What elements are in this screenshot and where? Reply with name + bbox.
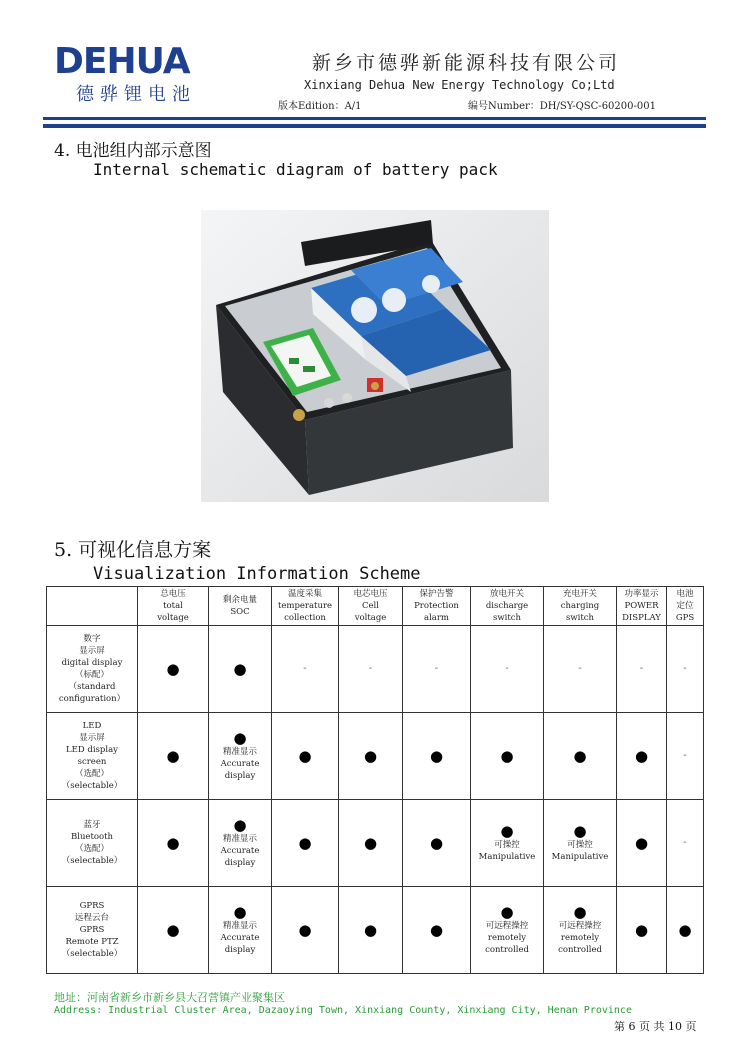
- table-cell: [209, 800, 272, 887]
- logo-chinese-name: 德骅锂电池: [76, 84, 196, 105]
- column-header-line: GPS: [675, 613, 695, 623]
- cell-note: 可远程操控: [558, 920, 602, 931]
- supported-mark: ●: [678, 920, 692, 939]
- row-label: [47, 887, 138, 974]
- cell-note: 可操控: [567, 839, 593, 850]
- cell-note: display: [224, 944, 256, 955]
- supported-mark: ●: [573, 746, 587, 765]
- cell-note: Accurate: [220, 845, 260, 856]
- table-cell: [339, 626, 403, 713]
- column-header-line: alarm: [424, 613, 449, 623]
- table-cell: [339, 800, 403, 887]
- row-label-line: GPRS: [79, 901, 105, 911]
- column-header-line: 电芯电压: [353, 589, 388, 599]
- table-cell: [544, 626, 617, 713]
- row-label-line: screen: [77, 757, 107, 767]
- table-cell: [471, 800, 544, 887]
- supported-mark: ●: [429, 833, 444, 852]
- table-cell: [471, 713, 544, 800]
- column-header-line: SOC: [230, 607, 250, 617]
- supported-mark: ●: [166, 833, 180, 852]
- table-cell: [471, 626, 544, 713]
- row-label-line: （选配）: [74, 769, 109, 779]
- edition-label: 版本Edition：A/1: [278, 101, 362, 112]
- column-header-line: 剩余电量: [222, 595, 257, 605]
- table-cell: [544, 713, 617, 800]
- table-cell: [209, 626, 272, 713]
- supported-mark: ●: [166, 920, 180, 939]
- table-cell: [339, 887, 403, 974]
- supported-mark: ●: [634, 833, 649, 852]
- column-header: [339, 587, 403, 626]
- row-label-line: LED display: [66, 745, 118, 755]
- not-supported-mark: -: [683, 663, 687, 674]
- row-label-line: （selectable）: [61, 781, 123, 791]
- table-cell: [272, 800, 339, 887]
- table-cell: [209, 713, 272, 800]
- cell-note: controlled: [558, 944, 602, 955]
- table-cell: [138, 713, 209, 800]
- not-supported-mark: -: [578, 663, 582, 674]
- visualization-scheme-table: [46, 586, 704, 974]
- row-label-line: （selectable）: [61, 856, 123, 866]
- table-cell: [339, 713, 403, 800]
- column-header-line: 功率显示: [624, 589, 659, 599]
- document-number: 编号Number：DH/SY-QSC-60200-001: [468, 101, 656, 112]
- footer-address-en: Address: Industrial Cluster Area, Dazaoying Town, Xinxiang County, Xinxiang City, Henan Province: [54, 1005, 632, 1016]
- table-cell: [403, 800, 471, 887]
- supported-mark: ●: [233, 902, 247, 921]
- row-label-line: GPRS: [79, 925, 105, 935]
- cell-note: Accurate: [220, 932, 260, 943]
- supported-mark: ●: [363, 746, 378, 765]
- supported-mark: ●: [634, 746, 649, 765]
- table-cell: [617, 713, 667, 800]
- table-cell: [209, 887, 272, 974]
- supported-mark: ●: [429, 746, 444, 765]
- column-header-line: discharge: [485, 601, 529, 611]
- table-cell: [272, 626, 339, 713]
- table-row: [47, 800, 704, 887]
- table-cell: [403, 713, 471, 800]
- supported-mark: ●: [298, 833, 312, 852]
- supported-mark: ●: [500, 746, 514, 765]
- not-supported-mark: -: [683, 750, 687, 761]
- column-header-line: temperature: [277, 601, 333, 611]
- row-label-line: （standard: [68, 682, 116, 692]
- row-label-line: digital display: [61, 658, 123, 668]
- not-supported-mark: -: [434, 663, 439, 674]
- not-supported-mark: -: [683, 837, 687, 848]
- supported-mark: ●: [573, 821, 587, 840]
- not-supported-mark: -: [639, 663, 644, 674]
- column-header-line: 温度采集: [287, 589, 322, 599]
- company-name-en: Xinxiang Dehua New Energy Technology Co;Ltd: [304, 78, 615, 92]
- footer-address-cn: 地址：河南省新乡市新乡县大召营镇产业聚集区: [54, 991, 285, 1004]
- column-header-line: DISPLAY: [622, 613, 661, 623]
- cell-note: display: [224, 857, 256, 868]
- table-cell: [403, 626, 471, 713]
- logo-wordmark: DEHUA: [54, 41, 190, 82]
- supported-mark: ●: [233, 659, 247, 678]
- supported-mark: ●: [166, 746, 180, 765]
- supported-mark: ●: [233, 815, 247, 834]
- table-cell: [403, 887, 471, 974]
- column-header: [471, 587, 544, 626]
- column-header: [272, 587, 339, 626]
- supported-mark: ●: [363, 833, 378, 852]
- row-label-line: Remote PTZ: [65, 937, 119, 947]
- cell-note: remotely: [560, 932, 600, 943]
- column-header-line: 放电开关: [489, 589, 524, 599]
- table-cell: [272, 887, 339, 974]
- row-label-line: （selectable）: [61, 949, 123, 959]
- row-label-line: Bluetooth: [70, 832, 113, 842]
- row-label: [47, 626, 138, 713]
- table-row: [47, 713, 704, 800]
- cell-note: Manipulative: [551, 851, 609, 862]
- cell-note: 精准显示: [222, 833, 257, 844]
- supported-mark: ●: [634, 920, 649, 939]
- cell-note: 可远程操控: [485, 920, 529, 931]
- table-cell: [617, 626, 667, 713]
- table-cell: [471, 887, 544, 974]
- supported-mark: ●: [298, 746, 312, 765]
- column-header-line: switch: [492, 613, 521, 623]
- row-label: [47, 800, 138, 887]
- cell-note: remotely: [487, 932, 527, 943]
- not-supported-mark: -: [368, 663, 373, 674]
- column-header: [667, 587, 704, 626]
- row-label-line: configuration）: [58, 694, 126, 704]
- header-corner-cell: [47, 587, 138, 626]
- row-label-line: 显示屏: [79, 733, 105, 743]
- section4-title-cn: 4. 电池组内部示意图: [54, 141, 212, 161]
- row-label-line: 显示屏: [79, 646, 105, 656]
- cell-note: Manipulative: [478, 851, 536, 862]
- not-supported-mark: -: [303, 663, 307, 674]
- table-cell: [617, 800, 667, 887]
- supported-mark: ●: [363, 920, 378, 939]
- row-label-line: （选配）: [74, 844, 109, 854]
- column-header-line: total: [163, 601, 183, 611]
- table-header-row: [47, 587, 704, 626]
- column-header-line: 定位: [676, 601, 694, 611]
- cell-note: 精准显示: [222, 920, 257, 931]
- header-rule-thin: [43, 117, 706, 120]
- column-header-line: POWER: [624, 601, 659, 611]
- supported-mark: ●: [573, 902, 587, 921]
- column-header-line: 保护告警: [419, 589, 454, 599]
- supported-mark: ●: [233, 728, 247, 747]
- row-label-line: LED: [82, 721, 102, 731]
- table-row: [47, 626, 704, 713]
- supported-mark: ●: [429, 920, 444, 939]
- column-header-line: 电池: [676, 589, 694, 599]
- table-cell: [544, 800, 617, 887]
- column-header-line: 充电开关: [562, 589, 597, 599]
- column-header-line: voltage: [157, 613, 189, 623]
- column-header-line: charging: [560, 601, 600, 611]
- table-cell: [138, 887, 209, 974]
- table-cell: [667, 800, 704, 887]
- company-name-cn: 新乡市德骅新能源科技有限公司: [312, 52, 621, 74]
- column-header: [403, 587, 471, 626]
- cell-note: controlled: [485, 944, 529, 955]
- row-label-line: 蓝牙: [83, 820, 101, 830]
- column-header-line: collection: [284, 613, 326, 623]
- column-header: [138, 587, 209, 626]
- supported-mark: ●: [500, 821, 514, 840]
- not-supported-mark: -: [505, 663, 509, 674]
- row-label-line: （标配）: [74, 670, 109, 680]
- cell-note: Accurate: [220, 758, 260, 769]
- table-row: [47, 887, 704, 974]
- header-rule-thick: [43, 124, 706, 128]
- table-cell: [138, 626, 209, 713]
- table-cell: [667, 626, 704, 713]
- table-cell: [667, 887, 704, 974]
- table-cell: [138, 800, 209, 887]
- cell-note: 精准显示: [222, 746, 257, 757]
- battery-pack-image: [201, 210, 549, 502]
- row-label-line: 远程云台: [74, 913, 109, 923]
- page-number: 第 6 页 共 10 页: [614, 1020, 697, 1033]
- section5-title-en: Visualization Information Scheme: [93, 564, 421, 584]
- row-label-line: 数字: [83, 634, 101, 644]
- column-header: [209, 587, 272, 626]
- column-header-line: Cell: [362, 601, 379, 611]
- table-cell: [667, 713, 704, 800]
- supported-mark: ●: [500, 902, 514, 921]
- supported-mark: ●: [166, 659, 180, 678]
- table-cell: [617, 887, 667, 974]
- section4-title-en: Internal schematic diagram of battery pack: [93, 160, 498, 179]
- table-cell: [544, 887, 617, 974]
- column-header: [544, 587, 617, 626]
- cell-note: display: [224, 770, 256, 781]
- cell-note: 可操控: [494, 839, 520, 850]
- section5-title-cn: 5. 可视化信息方案: [54, 539, 212, 561]
- column-header-line: Protection: [414, 601, 459, 611]
- company-logo: [54, 41, 224, 105]
- table-cell: [272, 713, 339, 800]
- column-header-line: switch: [565, 613, 594, 623]
- row-label: [47, 713, 138, 800]
- column-header-line: 总电压: [160, 589, 186, 599]
- supported-mark: ●: [298, 920, 312, 939]
- column-header-line: voltage: [354, 613, 387, 623]
- column-header: [617, 587, 667, 626]
